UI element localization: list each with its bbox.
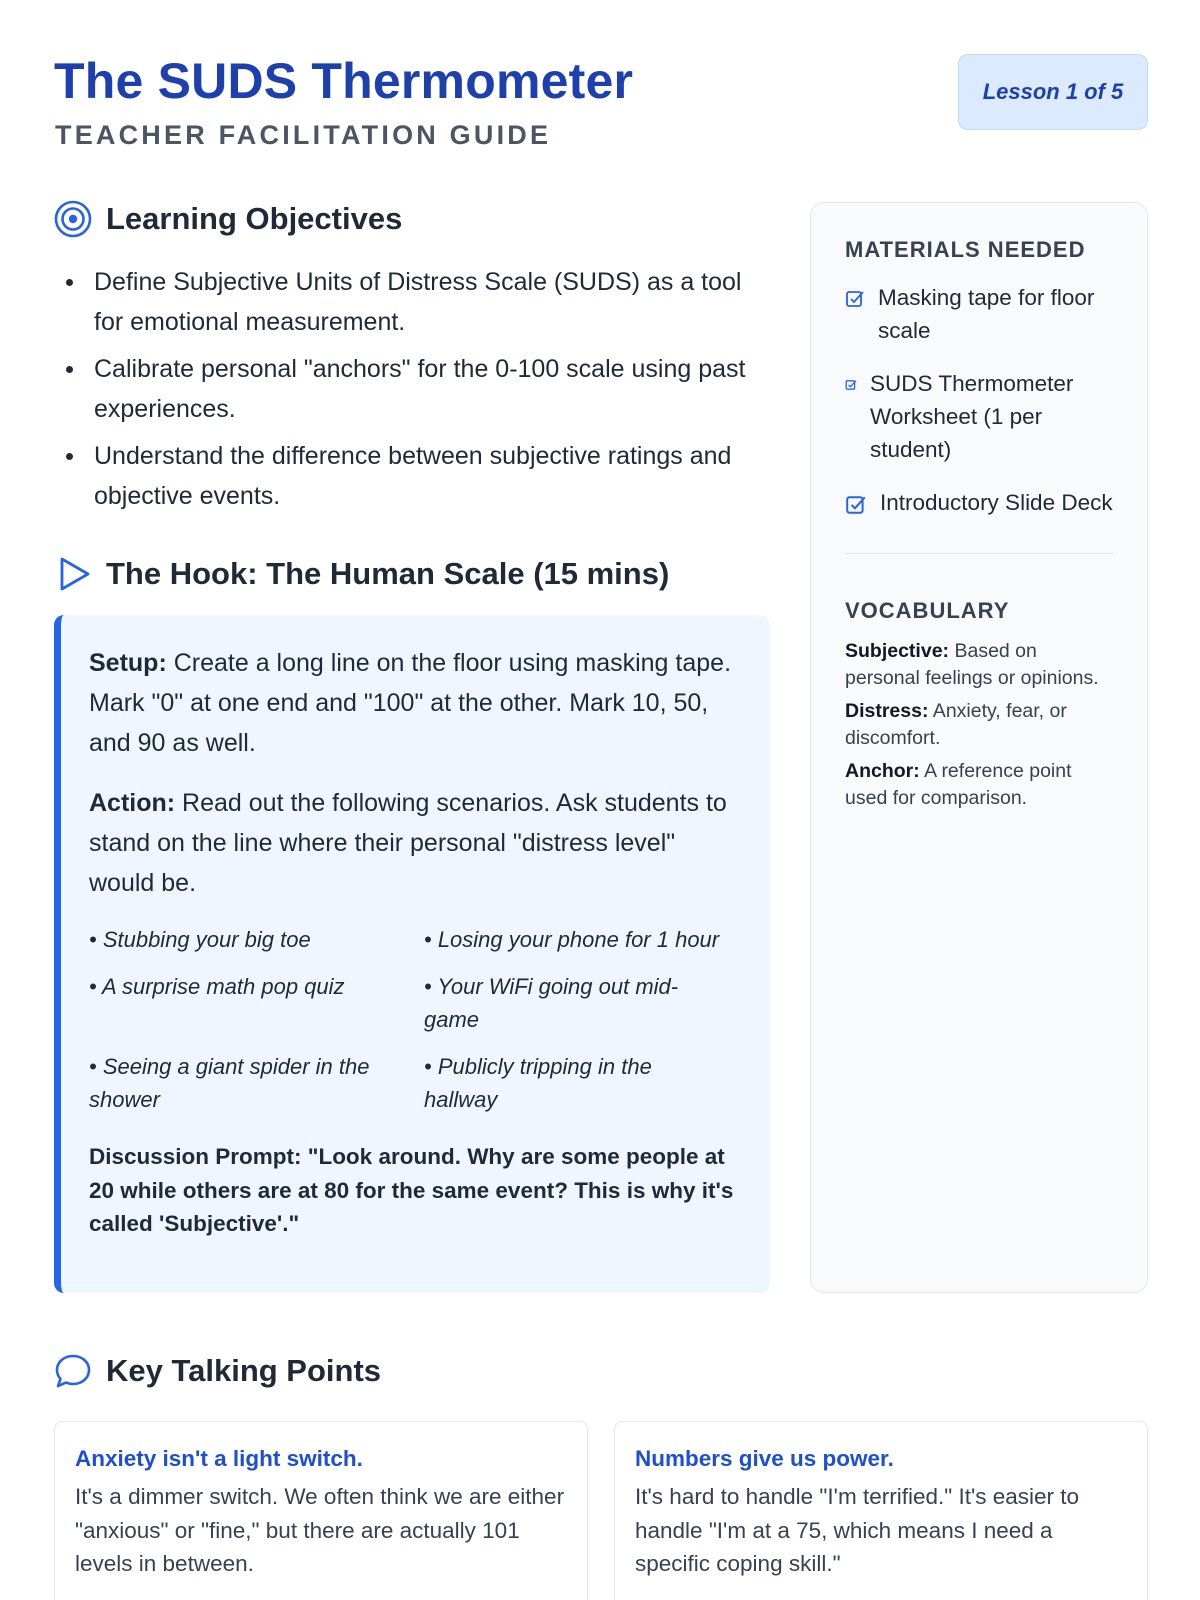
objective-text: Define Subjective Units of Distress Scale (SUDS) as a tool for emotional measurement.: [94, 268, 742, 336]
talking-points-heading: [54, 1352, 381, 1390]
talking-points-heading-text: Key Talking Points: [106, 1353, 382, 1388]
materials-list: [845, 281, 1114, 519]
materials-title: MATERIALS NEEDED: [845, 237, 1086, 262]
vocab-term: Anchor:: [845, 760, 920, 782]
bullet-icon: [66, 366, 73, 373]
scenario-list: [89, 923, 746, 1116]
list-item: [845, 281, 1114, 347]
vocab-definition: A reference point used for comparison.: [845, 760, 1072, 809]
setup-text: Create a long line on the floor using masking tape. Mark "0" at one end and "100" at the other. Mark 10, 50, and 90 as well.: [89, 649, 732, 757]
target-icon: [54, 200, 92, 238]
vocab-entry: [845, 638, 1114, 692]
talking-point-body: It's a dimmer switch. We often think we are either "anxious" or "fine," but there are actually 101 levels in between.: [75, 1484, 565, 1576]
material-text: Masking tape for floor scale: [878, 285, 1095, 343]
bullet-icon: [66, 279, 73, 286]
page-title: The SUDS Thermometer: [54, 53, 634, 109]
lesson-badge: Lesson 1 of 5: [958, 54, 1148, 130]
vocab-definition: Anxiety, fear, or discomfort.: [845, 700, 1067, 749]
scenario-item: • Stubbing your big toe: [89, 927, 311, 952]
scenario-item: • Your WiFi going out mid-game: [424, 974, 679, 1032]
setup-paragraph: [89, 643, 746, 763]
list-item: [56, 262, 776, 342]
scenario-item: • A surprise math pop quiz: [89, 974, 345, 999]
vocab-term: Distress:: [845, 700, 929, 722]
list-item: [56, 349, 776, 429]
objectives-heading-text: Learning Objectives: [106, 201, 403, 236]
material-text: Introductory Slide Deck: [880, 490, 1113, 515]
talking-point-card: [614, 1421, 1148, 1600]
hook-heading-text: The Hook: The Human Scale (15 mins): [106, 556, 670, 591]
vocabulary-list: [845, 638, 1114, 812]
vocab-entry: [845, 698, 1114, 752]
list-item: [845, 367, 1114, 466]
scenario-item: • Seeing a giant spider in the shower: [89, 1054, 370, 1112]
vocabulary-title: VOCABULARY: [845, 598, 1010, 623]
talking-point-title: Numbers give us power.: [635, 1446, 894, 1471]
material-text: SUDS Thermometer Worksheet (1 per student): [870, 371, 1074, 462]
bullet-icon: [66, 453, 73, 460]
sidebar: [810, 202, 1148, 1293]
scenario-item: • Publicly tripping in the hallway: [424, 1054, 652, 1112]
hook-heading: [56, 556, 669, 592]
sidebar-divider: [845, 553, 1114, 554]
vocab-term: Subjective:: [845, 640, 950, 662]
list-item: [845, 486, 1114, 519]
checkbox-icon: [845, 379, 857, 391]
objectives-list: [56, 262, 776, 523]
talking-point-title: Anxiety isn't a light switch.: [75, 1446, 363, 1471]
list-item: [56, 436, 776, 516]
objective-text: Calibrate personal "anchors" for the 0-100 scale using past experiences.: [94, 355, 746, 423]
page-subtitle: TEACHER FACILITATION GUIDE: [55, 120, 552, 150]
action-label: Action:: [89, 789, 176, 817]
vocab-entry: [845, 758, 1114, 812]
scenario-item: • Losing your phone for 1 hour: [424, 927, 720, 952]
discussion-prompt: Discussion Prompt: "Look around. Why are some people at 20 while others are at 80 for the same event? This is why it's called 'Subjective'.": [89, 1144, 734, 1236]
checkbox-icon: [845, 289, 865, 309]
setup-label: Setup:: [89, 649, 167, 677]
vocab-definition: Based on personal feelings or opinions.: [845, 640, 1099, 689]
talking-point-card: [54, 1421, 588, 1600]
speech-bubble-icon: [54, 1352, 92, 1390]
action-paragraph: [89, 783, 746, 903]
checkbox-icon: [845, 494, 867, 516]
objective-text: Understand the difference between subjective ratings and objective events.: [94, 442, 732, 510]
objectives-heading: [54, 200, 402, 238]
play-icon: [56, 556, 92, 592]
hook-card: [54, 615, 770, 1293]
talking-point-body: It's hard to handle "I'm terrified." It's easier to handle "I'm at a 75, which means I need a specific coping skill.": [635, 1484, 1080, 1576]
action-text: Read out the following scenarios. Ask students to stand on the line where their personal "distress level" would be.: [89, 789, 727, 897]
